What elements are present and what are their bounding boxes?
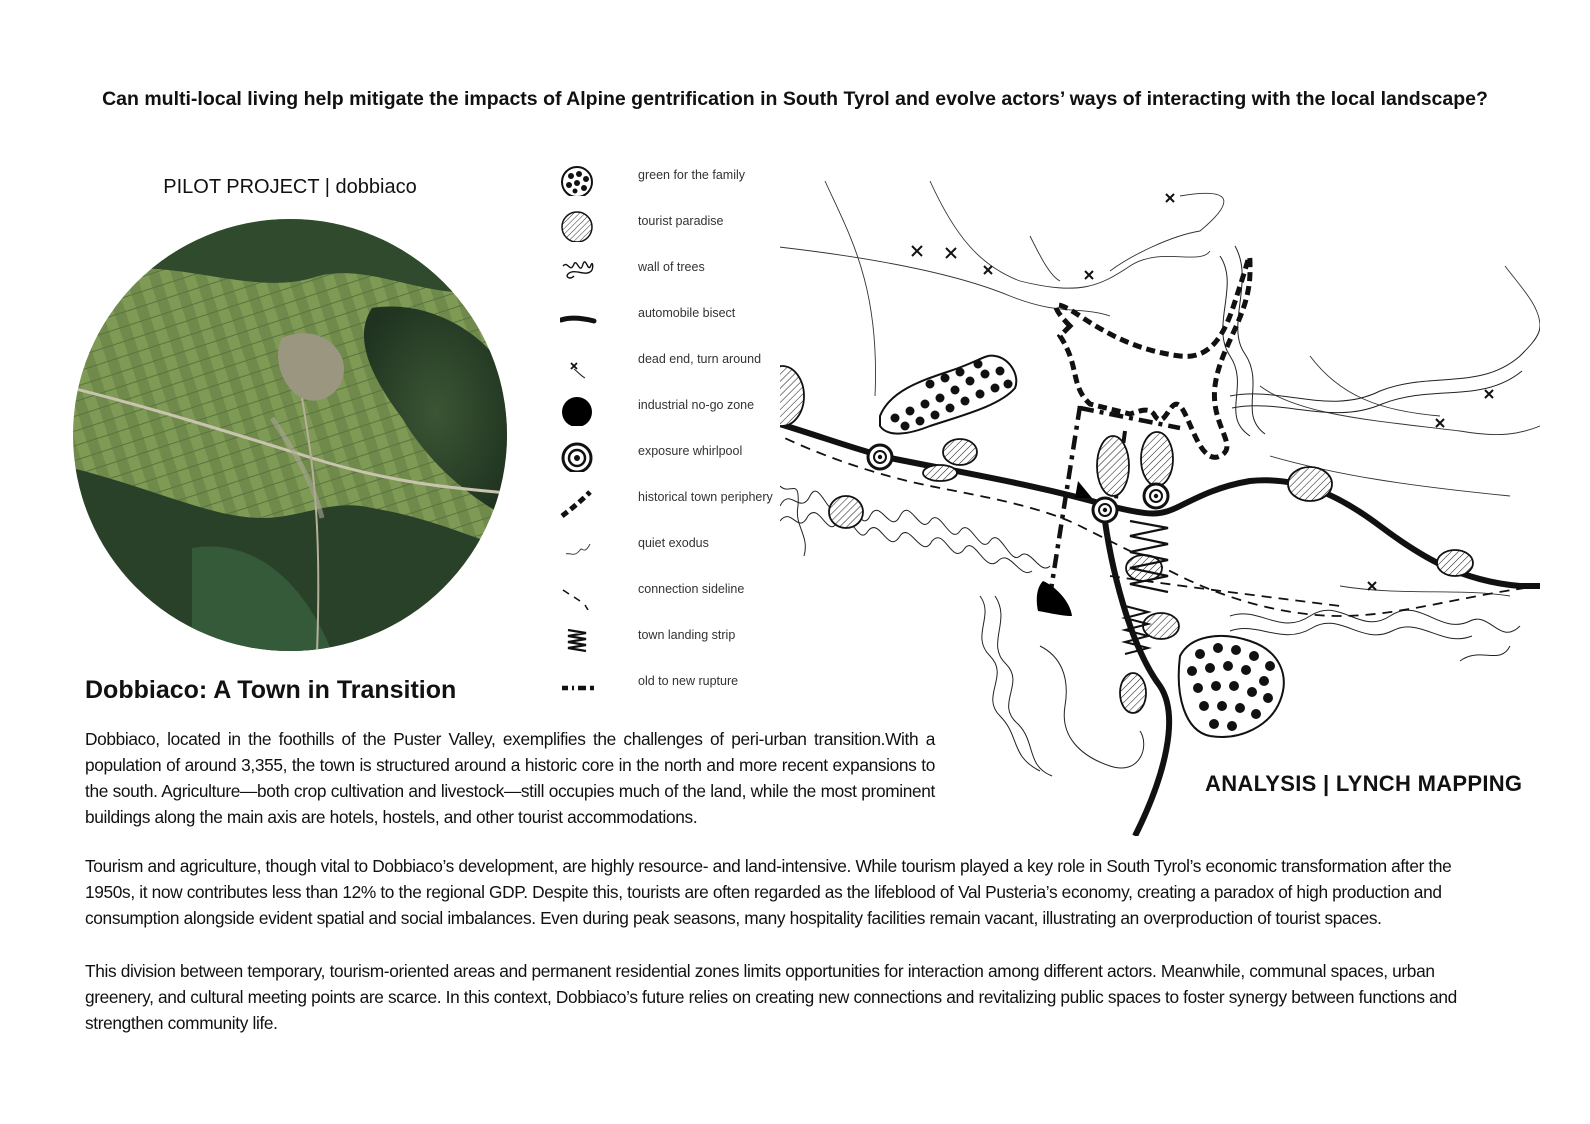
legend-label: tourist paradise — [638, 214, 724, 228]
article-paragraph-2: Tourism and agriculture, though vital to Dobbiaco’s development, are highly resource- and land-intensive. While tourism played a key role in South Tyrol’s economic transformation after the 1950s, it now contributes less than 12% to the regional GDP. Despite this, tourists are often regarded as the lifeblood of Val Pusteria’s economy, creating a paradox of high production and consumption alongside evident spatial and social imbalances. Even during peak seasons, many hospitality facilities remain vacant, illustrating an overproduction of tourist spaces. — [85, 856, 1452, 928]
legend-label: exposure whirlpool — [638, 444, 743, 458]
legend-item — [560, 480, 790, 524]
cross-end-icon — [560, 342, 598, 380]
legend-label: town landing strip — [638, 628, 736, 642]
legend-label: quiet exodus — [638, 536, 709, 550]
legend-item — [560, 250, 790, 294]
legend-item — [560, 388, 790, 432]
legend-label: industrial no-go zone — [638, 398, 755, 412]
legend-item — [560, 158, 790, 202]
legend-item — [560, 296, 790, 340]
legend-label: green for the family — [638, 168, 745, 182]
map-caption: ANALYSIS | LYNCH MAPPING — [1205, 771, 1523, 796]
dashed-thin-line-icon — [560, 572, 598, 610]
map-legend — [560, 158, 790, 714]
legend-item — [560, 526, 790, 570]
article-paragraph-3: This division between temporary, tourism-oriented areas and permanent residential zones limits opportunities for interaction among different actors. Meanwhile, communal spaces, urban greenery, and cultural meeting points are scarce. In this context, Dobbiaco’s future relies on creating new connections and revitalizing public spaces to foster synergy between functions and strengthen community life. — [85, 961, 1457, 1033]
legend-item — [560, 342, 790, 386]
dotted-circle-icon — [560, 158, 598, 196]
thin-curve-icon — [560, 526, 598, 564]
industrial-zone — [1037, 581, 1072, 616]
legend-item — [560, 618, 790, 662]
green-family-zone-1 — [880, 356, 1016, 434]
hatched-circle-icon — [560, 204, 598, 242]
legend-item — [560, 664, 790, 708]
quiet-exodus-lines — [780, 181, 1540, 596]
dash-dot-line-icon — [560, 664, 598, 702]
legend-label: old to new rupture — [638, 674, 739, 688]
legend-item — [560, 434, 790, 478]
dashed-thick-line-icon — [560, 480, 598, 518]
concentric-circle-icon — [560, 434, 598, 472]
aerial-photo — [72, 218, 508, 652]
thick-line-icon — [560, 296, 598, 334]
legend-label: connection sideline — [638, 582, 745, 596]
research-question: Can multi-local living help mitigate the impacts of Alpine gentrification in South Tyrol and evolve actors’ ways of interacting with the local landscape? — [102, 88, 1488, 110]
legend-label: automobile bisect — [638, 306, 736, 320]
legend-label: historical town periphery — [638, 490, 773, 504]
legend-label: dead end, turn around — [638, 352, 762, 366]
rupture-line-1 — [1050, 406, 1080, 596]
legend-label: wall of trees — [638, 260, 705, 274]
pilot-project-title: PILOT PROJECT | dobbiaco — [163, 176, 417, 198]
legend-item — [560, 204, 790, 248]
article-paragraph-1: Dobbiaco, located in the foothills of the Puster Valley, exemplifies the challenges of peri-urban transition.With a population of around 3,355, the town is structured around a historic core in the north and more recent expansions to the south. Agriculture—both crop cultivation and livestock—still occupies much of the land, while the most prominent buildings along the main axis are hotels, hostels, and other tourist accommodations. — [85, 729, 935, 827]
article-title: Dobbiaco: A Town in Transition — [85, 676, 457, 704]
solid-circle-icon — [560, 388, 598, 426]
legend-item — [560, 572, 790, 616]
zigzag-icon — [560, 618, 598, 656]
scribble-icon — [560, 250, 598, 288]
